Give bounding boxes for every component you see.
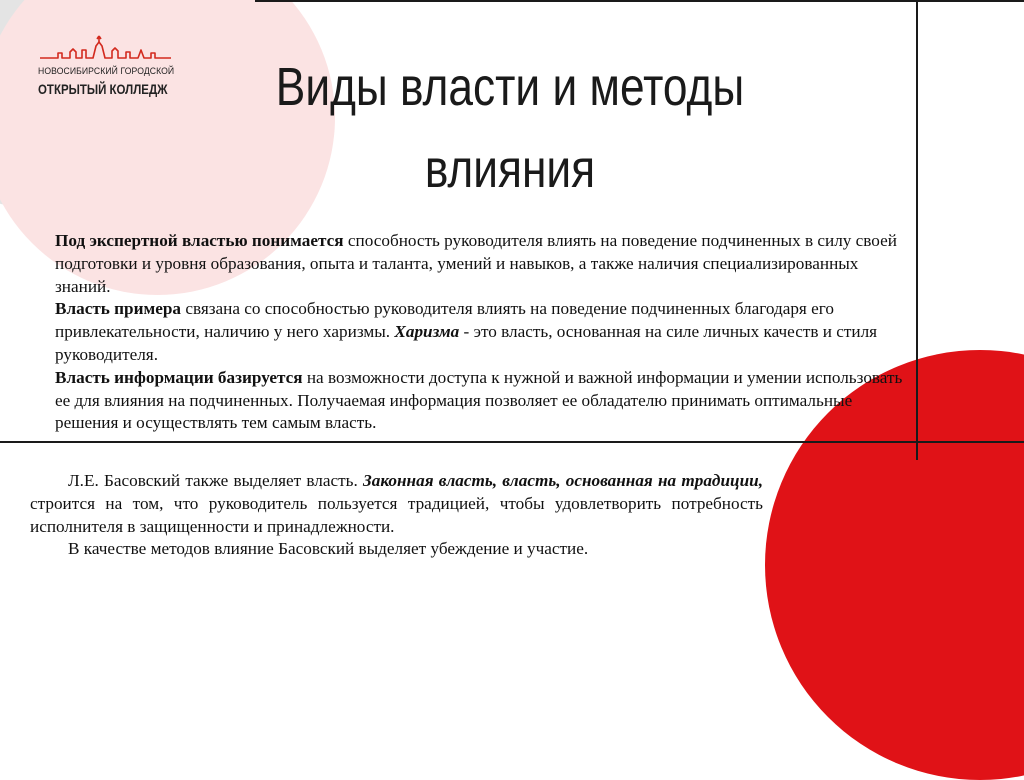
lower-text-block xyxy=(30,470,763,561)
decor-line-top xyxy=(255,0,1024,2)
kremlin-skyline-icon xyxy=(38,28,173,64)
paragraph-text: - это власть, основанная на силе личных качеств и стиля руководителя. xyxy=(55,322,878,364)
paragraph-expert-power xyxy=(55,230,905,298)
term-legitimate-power: Законная власть, власть, основанная на традиции, xyxy=(363,471,763,490)
logo-text-line2: ОТКРЫТЫЙ КОЛЛЕДЖ xyxy=(38,81,168,97)
decor-line-middle xyxy=(0,441,1024,443)
term-charisma: Харизма xyxy=(394,322,460,342)
paragraph-text: строится на том, что руководитель пользуется традицией, чтобы удовлетворить потребность исполнителя в защищенности и принадлежности. xyxy=(30,493,763,536)
term-information-power: Власть информации базируется xyxy=(55,367,303,387)
paragraph-text: Л.Е. Басовский также выделяет власть. xyxy=(68,471,364,490)
paragraph-text: В качестве методов влияние Басовский выделяет убеждение и участие. xyxy=(68,539,589,559)
logo-text-line1: НОВОСИБИРСКИЙ ГОРОДСКОЙ xyxy=(38,66,175,77)
paragraph-text: способность руководителя влиять на поведение подчиненных в силу своей подготовки и уровня образования, опыта и таланта, умений и навыков, а также наличия специализированных знаний. xyxy=(55,231,897,296)
paragraph-example-power xyxy=(55,298,905,366)
paragraph-text: на возможности доступа к нужной и важной информации и умении использовать ее для влияния на подчиненных. Получаемая информация позволяет ее обладателю принимать оптимальные решения и осуществлять тем самым власть. xyxy=(55,367,903,433)
paragraph-text: связана со способностью руководителя влиять на поведение подчиненных благодаря его привлекательности, наличию у него харизмы. xyxy=(55,299,834,342)
decor-line-vertical xyxy=(916,0,918,460)
paragraph-influence-methods xyxy=(30,538,763,561)
term-example-power: Власть примера xyxy=(55,299,182,319)
slide-title: Виды власти и методы влияния xyxy=(275,57,745,199)
term-expert-power: Под экспертной властью понимается xyxy=(55,231,344,250)
paragraph-legitimate-power xyxy=(30,470,763,538)
main-text-block xyxy=(55,230,905,435)
college-logo xyxy=(38,28,173,118)
paragraph-information-power xyxy=(55,367,905,435)
